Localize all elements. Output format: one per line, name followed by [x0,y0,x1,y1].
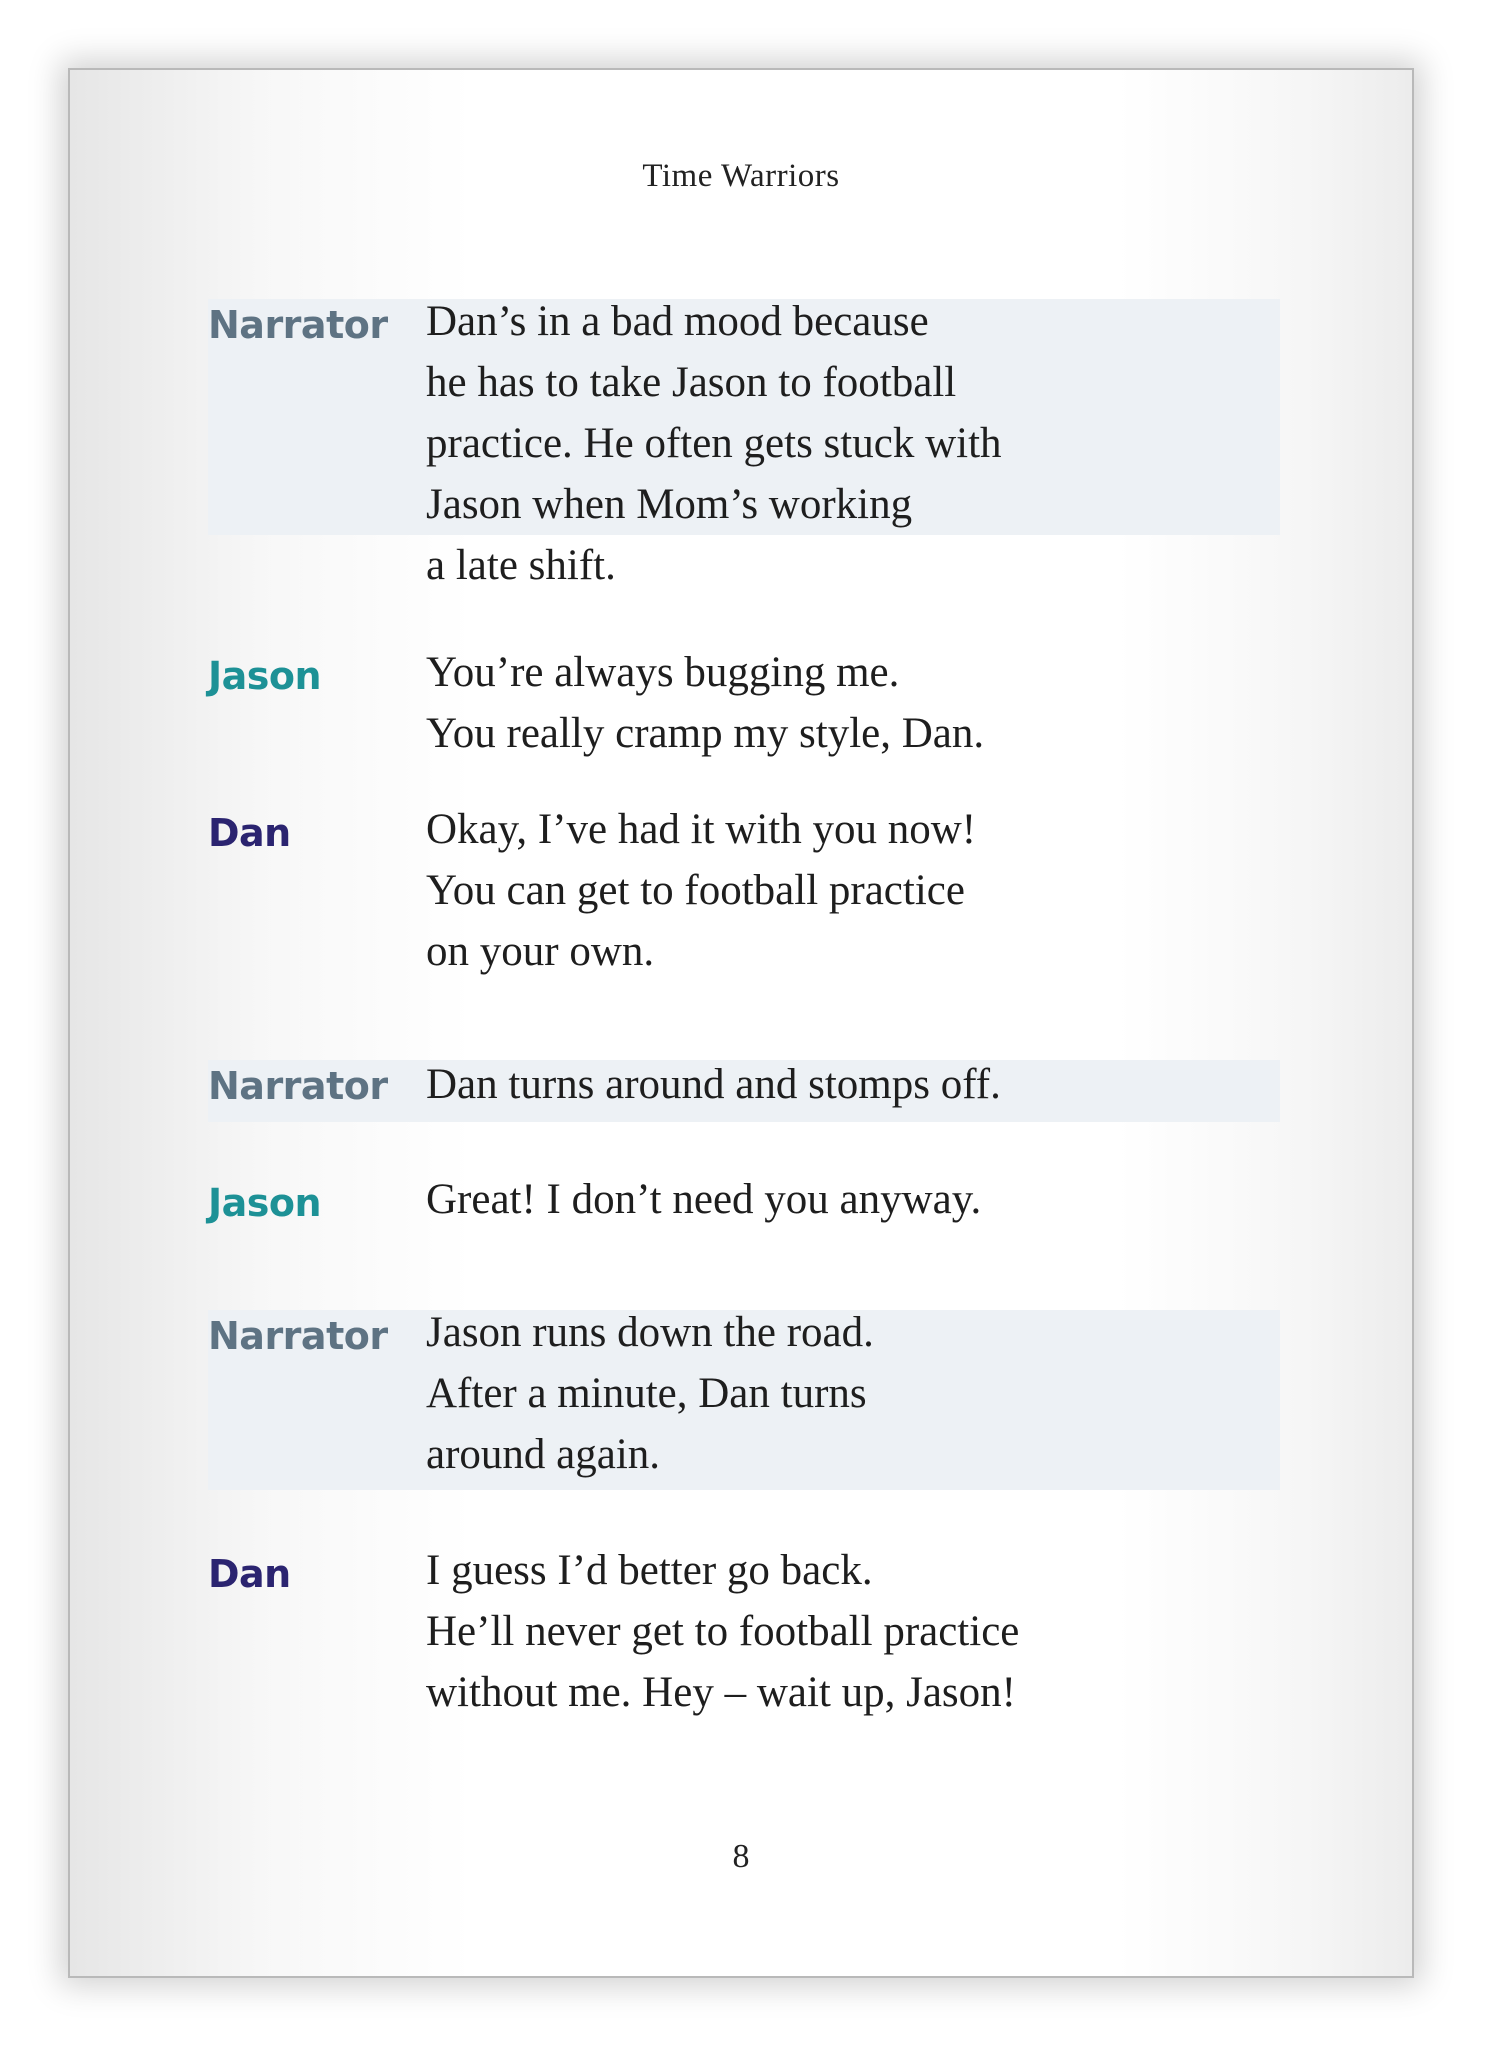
speaker-label: Narrator [208,1314,388,1358]
speech-line: Okay, I’ve had it with you now! [426,806,977,853]
speech-line: on your own. [426,928,655,975]
speech-line: Dan turns around and stomps off. [426,1061,1001,1108]
speaker-label: Narrator [208,1064,388,1108]
script-line-dan [208,1548,1280,1738]
speech-line: After a minute, Dan turns [426,1370,867,1417]
speech-line: He’ll never get to football practice [426,1608,1020,1655]
speech-text [426,1169,981,1230]
script-line-narrator [208,1310,1280,1490]
speech-text [426,291,1002,596]
speech-text [426,642,984,764]
script-line-jason [208,1177,1280,1239]
script-line-narrator [208,1060,1280,1122]
speech-line: without me. Hey – wait up, Jason! [426,1669,1016,1716]
speech-line: Jason when Mom’s working [426,481,913,528]
speaker-label: Dan [208,1552,291,1596]
speech-text [426,1054,1001,1115]
speech-text [426,799,976,982]
page-number: 8 [732,1838,750,1875]
speech-line: a late shift. [426,542,616,589]
speech-line: Jason runs down the road. [426,1309,874,1356]
script-line-dan [208,807,1280,997]
script-line-narrator [208,298,1280,589]
speech-text [426,1302,874,1485]
speech-text [426,1540,1019,1723]
speaker-label: Jason [208,1181,322,1225]
speech-line: practice. He often gets stuck with [426,420,1002,467]
speech-line: You’re always bugging me. [426,649,900,696]
speech-line: he has to take Jason to football [426,359,957,406]
speech-line: Great! I don’t need you anyway. [426,1176,982,1223]
book-page [68,68,1414,1978]
speaker-label: Jason [208,654,322,698]
speech-line: I guess I’d better go back. [426,1547,873,1594]
speech-line: around again. [426,1431,661,1478]
speaker-label: Dan [208,811,291,855]
running-title: Time Warriors [642,158,840,194]
speech-line: You can get to football practice [426,867,965,914]
speaker-label: Narrator [208,303,388,347]
speech-line: Dan’s in a bad mood because [426,298,929,345]
script-line-jason [208,650,1280,780]
speech-line: You really cramp my style, Dan. [426,710,985,757]
